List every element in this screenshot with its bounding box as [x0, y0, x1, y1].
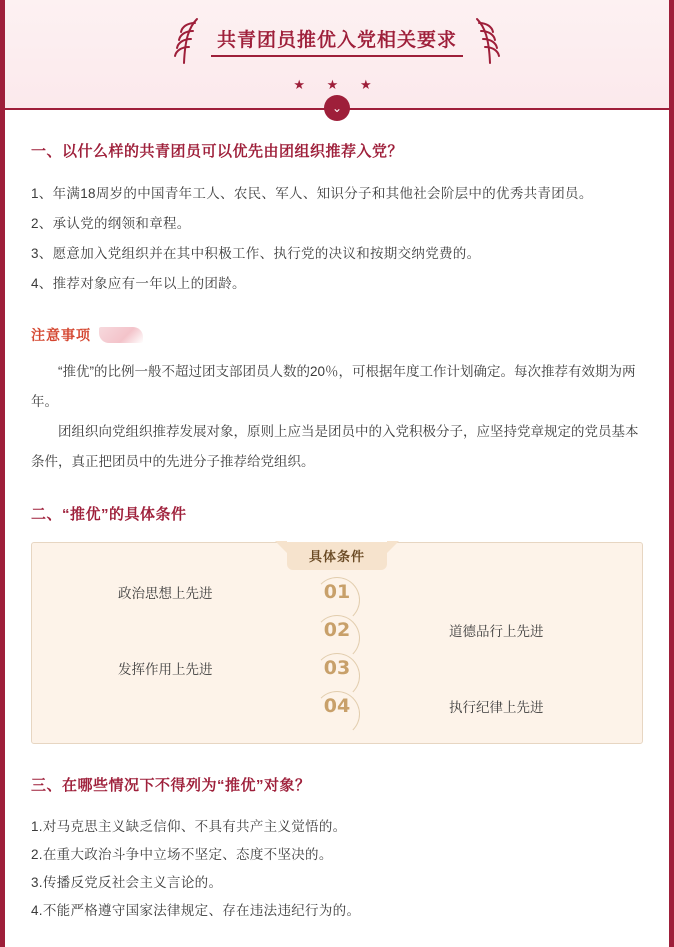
- condition-row: [32, 611, 642, 649]
- list-item: 3.传播反党反社会主义言论的。: [31, 875, 223, 890]
- condition-row: [32, 687, 642, 725]
- notice-paragraph: 团组织向党组织推荐发展对象，原则上应当是团员中的入党积极分子，应坚持党章规定的党员基本条件，真正把团员中的先进分子推荐给党组织。: [31, 424, 639, 469]
- list-item: 3、愿意加入党组织并在其中积极工作、执行党的决议和按期交纳党费的。: [31, 246, 481, 261]
- list-item: 1.对马克思主义缺乏信仰、不具有共产主义觉悟的。: [31, 819, 347, 834]
- condition-text: 发挥作用上先进: [118, 662, 213, 677]
- notice-paragraph: “推优”的比例一般不超过团支部团员人数的20％，可根据年度工作计划确定。每次推荐有效期为两年。: [31, 364, 636, 409]
- list-item: 4、推荐对象应有一年以上的团龄。: [31, 276, 246, 291]
- condition-number: 03: [311, 657, 363, 679]
- section3-title: 三、在哪些情况下不得列为“推优”对象？: [31, 777, 311, 794]
- condition-text: 执行纪律上先进: [449, 700, 544, 715]
- wheat-left-icon: [167, 15, 201, 67]
- wheat-right-icon: [473, 15, 507, 67]
- section1-title: 一、以什么样的共青团员可以优先由团组织推荐入党？: [31, 143, 404, 160]
- notice-body: [31, 357, 643, 477]
- header-inner: [5, 0, 669, 108]
- list-item: 4.不能严格遵守国家法律规定、存在违法违纪行为的。: [31, 903, 361, 918]
- chevron-down-icon: ⌄: [324, 95, 350, 121]
- conditions-box: [31, 542, 643, 744]
- notice-header: [31, 325, 643, 345]
- list-item: 2.在重大政治斗争中立场不坚定、态度不坚决的。: [31, 847, 333, 862]
- section3-list: [31, 813, 643, 925]
- notice-label: 注意事项: [31, 327, 91, 343]
- section2-title: 二、“推优”的具体条件: [31, 506, 187, 523]
- condition-text: 政治思想上先进: [118, 586, 213, 601]
- condition-number: 04: [311, 695, 363, 717]
- condition-number: 02: [311, 619, 363, 641]
- condition-number: 01: [311, 581, 363, 603]
- condition-row: [32, 649, 642, 687]
- section1-list: [31, 179, 643, 299]
- stars-decoration: ★ ★ ★: [293, 77, 381, 92]
- condition-row: [32, 573, 642, 611]
- page-content: [5, 110, 669, 925]
- page-title: 共青团员推优入党相关要求: [211, 25, 463, 57]
- section3: [31, 774, 643, 925]
- ribbon-icon: [99, 327, 143, 343]
- conditions-tab-label: 具体条件: [287, 542, 387, 570]
- list-item: 2、承认党的纲领和章程。: [31, 216, 191, 231]
- page-header: [5, 0, 669, 115]
- title-row: [167, 15, 507, 67]
- condition-text: 道德品行上先进: [449, 624, 544, 639]
- conditions-rows: [32, 543, 642, 725]
- list-item: 1、年满18周岁的中国青年工人、农民、军人、知识分子和其他社会阶层中的优秀共青团员。: [31, 186, 593, 201]
